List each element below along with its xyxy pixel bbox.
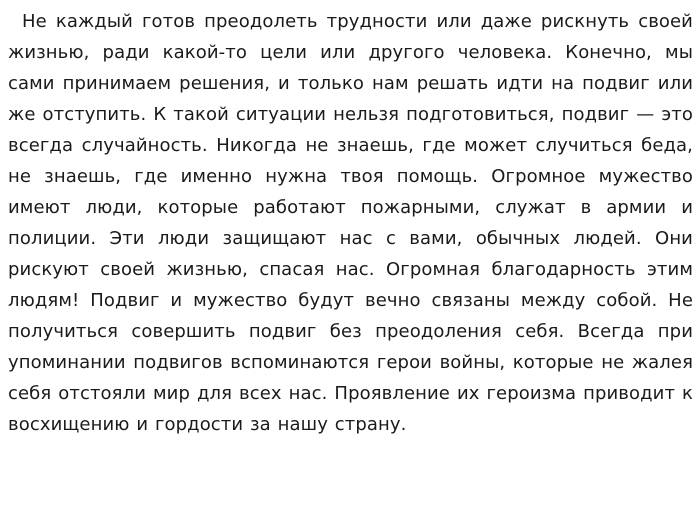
essay-paragraph: Не каждый готов преодолеть трудности или даже рискнуть своей жизнью, ради какой-то цели или другого человека. Конечно, мы сами принимаем решения, и только нам решать идти на подвиг или же отступить. К такой ситуации нельзя подготовиться, подвиг — это всегда случайность. Никогда не знаешь, где может случиться беда, не знаешь, где именно нужна твоя помощь. Огромное мужество имеют люди, которые работают пожарными, служат в армии и полиции. Эти люди защищают нас с вами, обычных людей. Они рискуют своей жизнью, спасая нас. Огромная благодарность этим людям! Подвиг и мужество будут вечно связаны между собой. Не получиться совершить подвиг без преодоления себя. Всегда при упоминании подвигов вспоминаются герои войны, которые не жалея себя отстояли мир для всех нас. Проявление их героизма приводит к восхищению и гордости за нашу страну. [8, 11, 693, 435]
